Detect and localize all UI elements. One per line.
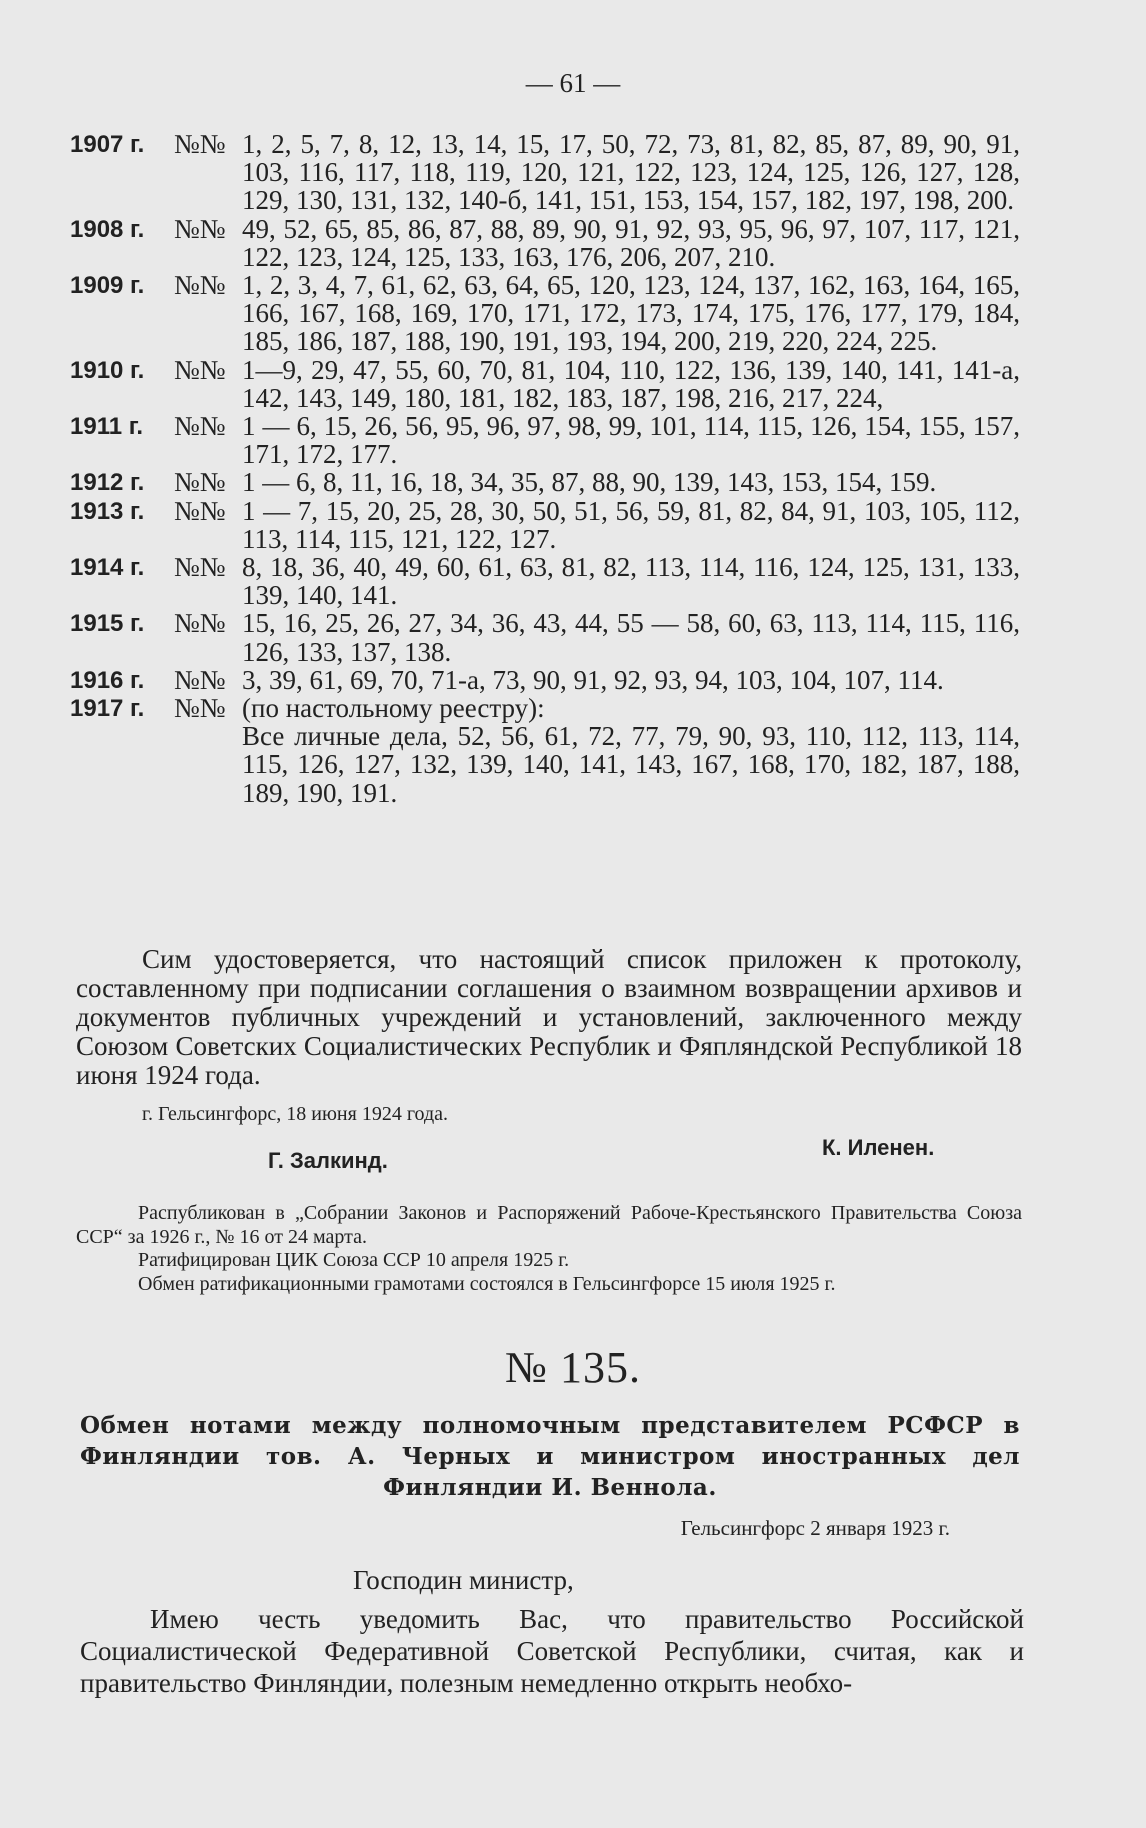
year-label: 1914 г. (70, 554, 145, 582)
number-sign: №№ (174, 608, 226, 639)
year-label: 1911 г. (70, 413, 143, 441)
year-label: 1910 г. (70, 356, 145, 384)
year-entry-1917 (70, 694, 1020, 807)
year-entry-1908 (70, 215, 1020, 271)
number-sign: №№ (174, 270, 226, 301)
signature-right: К. Иленен. (822, 1135, 935, 1160)
record-numbers: 1 — 6, 15, 26, 56, 95, 96, 97, 98, 99, 101, 114, 115, 126, 154, 155, 157, 171, 172, 177. (242, 411, 1020, 470)
record-numbers: 1 — 7, 15, 20, 25, 28, 30, 50, 51, 56, 59, 81, 82, 84, 91, 103, 105, 112, 113, 114, 115, 121, 122, 127. (242, 495, 1020, 554)
document-number: № 135. (505, 1343, 641, 1392)
record-numbers: 1 — 6, 8, 11, 16, 18, 34, 35, 87, 88, 90, 139, 143, 153, 154, 159. (242, 467, 937, 498)
record-numbers: Все личные дела, 52, 56, 61, 72, 77, 79, 90, 93, 110, 112, 113, 114, 115, 126, 127, 132, 139, 140, 141, 143, 167, 168, 170, 182, 187, 188, 189, 190, 191. (242, 721, 1020, 808)
publication-notes (76, 1202, 1022, 1296)
ratification-note: Ратифицирован ЦИК Союза ССР 10 апреля 1925 г. (138, 1249, 570, 1271)
number-sign: №№ (174, 664, 226, 695)
document-place-date: Гельсингфорс 2 января 1923 г. (680, 1516, 950, 1540)
place-date: г. Гельсингфорс, 18 июня 1924 года. (142, 1103, 449, 1125)
document-title: Обмен нотами между полномочным представителем РСФСР в Финляндии тов. А. Черных и министром иностранных дел Финляндии И. Веннола. (80, 1412, 1020, 1501)
year-label: 1908 г. (70, 215, 145, 243)
number-sign: №№ (174, 129, 226, 159)
record-numbers: 1—9, 29, 47, 55, 60, 70, 81, 104, 110, 122, 136, 139, 140, 141, 141-а, 142, 143, 149, 180, 181, 182, 183, 187, 198, 216, 217, 224, (242, 354, 1020, 413)
year-label: 1916 г. (70, 666, 145, 694)
year-entry-1916 (70, 666, 1020, 694)
number-sign: №№ (174, 495, 226, 526)
signature-left: Г. Залкинд. (268, 1148, 388, 1173)
record-numbers: 1, 2, 5, 7, 8, 12, 13, 14, 15, 17, 50, 72, 73, 81, 82, 85, 87, 89, 90, 91, 103, 116, 117, 118, 119, 120, 121, 122, 123, 124, 125, 126, 127, 128, 129, 130, 131, 132, 140-б, 141, 151, 153, 154, 157, 182, 197, 198, 200. (242, 129, 1020, 216)
year-entry-1913 (70, 497, 1020, 553)
letter-body: Имею честь уведомить Вас, что правительство Российской Социалистической Федеративной Советской Республики, считая, как и правительство Финляндии, полезным немедленно открыть необхо- (80, 1604, 1024, 1698)
publication-note: Распубликован в „Собрании Законов и Распоряжений Рабоче-Крестьянского Правительства Союза ССР“ за 1926 г., № 16 от 24 марта. (76, 1202, 1022, 1248)
number-sign: №№ (174, 411, 226, 442)
exchange-note: Обмен ратификационными грамотами состоялся в Гельсингфорсе 15 июля 1925 г. (138, 1272, 836, 1295)
record-numbers: 8, 18, 36, 40, 49, 60, 61, 63, 81, 82, 113, 114, 116, 124, 125, 131, 133, 139, 140, 141. (242, 552, 1020, 611)
year-list (70, 130, 1020, 807)
year-entry-1914 (70, 553, 1020, 609)
year-label: 1912 г. (70, 469, 145, 497)
year-label: 1913 г. (70, 497, 145, 525)
year-label: 1907 г. (70, 131, 145, 158)
registry-note: (по настольному реестру): (242, 693, 545, 724)
number-sign: №№ (174, 467, 226, 498)
year-entry-1912 (70, 468, 1020, 496)
year-label: 1915 г. (70, 610, 145, 638)
year-entry-1909 (70, 271, 1020, 356)
record-numbers: 3, 39, 61, 69, 70, 71-а, 73, 90, 91, 92, 93, 94, 103, 104, 107, 114. (242, 664, 944, 695)
year-entry-1911 (70, 412, 1020, 468)
record-numbers: 15, 16, 25, 26, 27, 34, 36, 43, 44, 55 — 58, 60, 63, 113, 114, 115, 116, 126, 133, 137, 138. (242, 608, 1020, 667)
number-sign: №№ (174, 552, 226, 583)
year-entry-1915 (70, 609, 1020, 665)
year-entry-1907 (70, 130, 1020, 215)
number-sign: №№ (174, 213, 226, 244)
year-label: 1917 г. (70, 695, 145, 723)
certification-paragraph: Сим удостоверяется, что настоящий список приложен к протоколу, составленному при подписании соглашения о взаимном возвращении архивов и документов публичных учреждений и установлений, заключенного между Союзом Советских Социалистических Республик и Фяпляндской Республикой 18 июня 1924 года. (76, 944, 1022, 1090)
year-entry-1910 (70, 356, 1020, 412)
number-sign: №№ (174, 354, 226, 385)
page-number: — 61 — (525, 68, 621, 98)
record-numbers: 1, 2, 3, 4, 7, 61, 62, 63, 64, 65, 120, 123, 124, 137, 162, 163, 164, 165, 166, 167, 168, 169, 170, 171, 172, 173, 174, 175, 176, 177, 179, 184, 185, 186, 187, 188, 190, 191, 193, 194, 200, 219, 220, 224, 225. (242, 270, 1020, 357)
record-numbers: 49, 52, 65, 85, 86, 87, 88, 89, 90, 91, 92, 93, 95, 96, 97, 107, 117, 121, 122, 123, 124, 125, 133, 163, 176, 206, 207, 210. (242, 213, 1020, 272)
year-label: 1909 г. (70, 272, 145, 300)
salutation: Господин министр, (353, 1565, 574, 1595)
number-sign: №№ (174, 693, 226, 724)
